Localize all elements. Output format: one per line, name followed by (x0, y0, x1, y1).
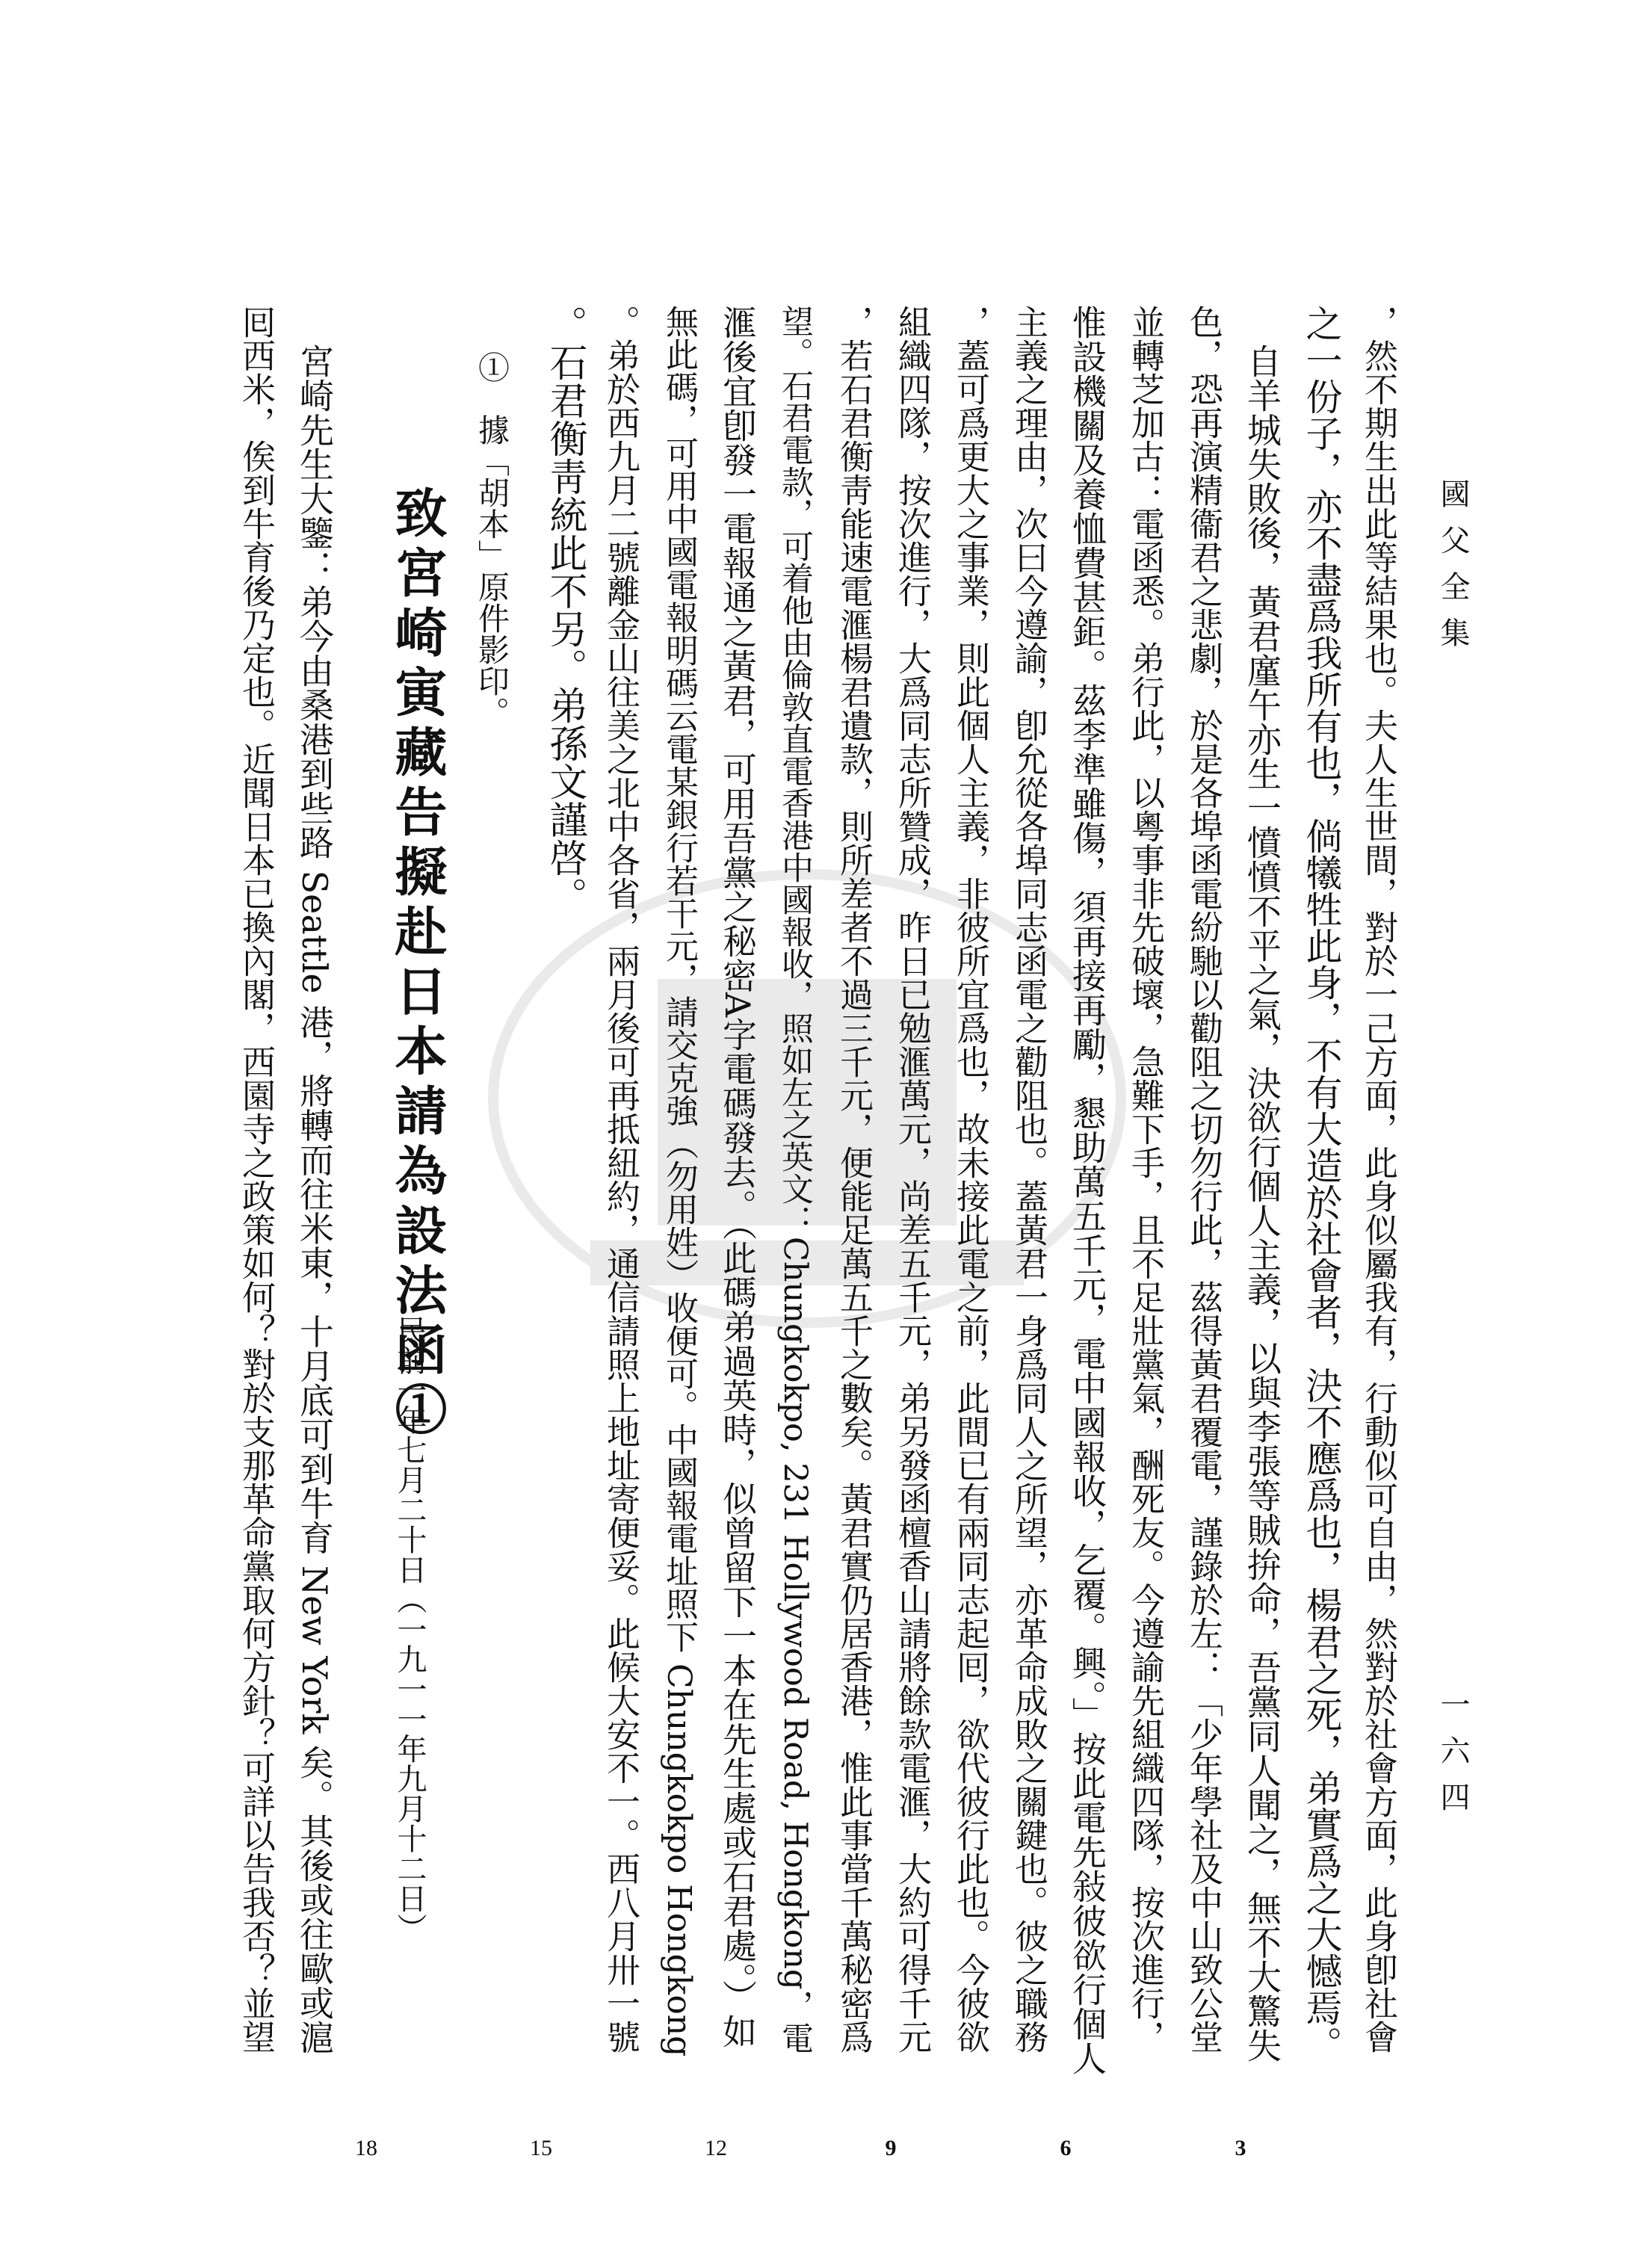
text-column-15: 。石君衡靑統此不另。弟孫文謹啓。 (543, 305, 587, 915)
page-number: 一六四 (1436, 1689, 1470, 1828)
letter-date: 民前一年七月二十日（一九一一年九月十二日） (392, 1315, 427, 1943)
text-column-3: 自羊城失敗後，黃君廑午亦生一憤憤不平之氣，決欲行個人主義，以與李張等賊拚命，吾黨同人聞之，無不大驚失 (1242, 344, 1282, 2062)
line-number-6: 6 (1060, 2136, 1072, 2160)
text-column-4: 色，恐再演精衞君之悲劇，於是各埠函電紛馳以勸阻之切勿行此，茲得黃君覆電，謹錄於左：「少年學社及中山致公堂 (1184, 305, 1223, 2054)
text-column-9: 組織四隊，按次進行，大爲同志所贊成，昨日已勉滙萬元，尚差五千元，弟另發函檀香山請將餘款電滙，大約可得千元 (892, 305, 932, 2054)
text-column-2: 之一份子，亦不盡爲我所有也，倘犧牲此身，不有大造於社會者，決不應爲也，楊君之死，弟實爲之大憾焉。 (1300, 305, 1343, 2062)
text-column-14: 。弟於西九月二號離金山往美之北中各省，兩月後可再抵紐約，通信請照上地址寄便妥。此候大安不一。西八月卅一號 (601, 305, 640, 2054)
line-number-15: 15 (530, 2136, 552, 2160)
text-column-10: ，若石君衡靑能速電滙楊君遺款，則所差者不過三千元，便能足萬五千之數矣。黃君實仍居香港，惟此事當千萬秘密爲 (834, 305, 874, 2054)
text-column-11: 望。石君電款，可着他由倫敦直電香港中國報收，照如左之英文：Chungkokpo, 231 Hollywood Road, Hongkong，電 (776, 305, 814, 2054)
letter-text-column: 囘西米，俟到牛育後乃定也。近聞日本已換內閣，西園寺之政策如何？對於支那革命黨取何方針？可詳以告我否？並望 (236, 305, 276, 2054)
line-number-9: 9 (885, 2136, 897, 2160)
text-column-7: 主義之理由，次曰今遵諭，卽允從各埠同志函電之勸阻也。蓋黃君一身爲同人之所望，亦革命成敗之關鍵也。彼之職務 (1009, 305, 1048, 2054)
line-number-12: 12 (705, 2136, 727, 2160)
text-column-12: 滙後宜卽發一電報通之黃君，可用吾黨之秘密A字電碼發去。（此碼弟過英時，似曾留下一本在先生處或石君處。）如 (717, 305, 758, 2049)
text-column-8: ，蓋可爲更大之事業，則此個人主義，非彼所宜爲也，故未接此電之前，此間已有兩同志起囘，欲代彼行此也。今彼欲 (951, 305, 990, 2054)
letter-salutation: 宮崎先生大鑒：弟今由桑港到些路 Seattle 港，將轉而往米東，十月底可到牛育 New York 矣。其後或往歐或滬 (294, 344, 335, 2054)
footnote: ① 據「胡本」原件影印。 (474, 351, 510, 728)
letter-title: 致宮崎寅藏告擬赴日本請為設法函① (386, 486, 448, 1442)
line-number-3: 3 (1235, 2136, 1246, 2160)
line-number-18: 18 (355, 2136, 377, 2160)
text-column-6: 惟設機關及養恤費甚鉅。茲李準雖傷，須再接再勵，懇助萬五千元，電中國報收，乞覆。興。」按此電先敍彼欲行個人 (1067, 305, 1107, 2075)
text-column-1: ，然不期生出此等結果也。夫人生世間，對於一己方面，此身似屬我有，行動似可自由，然對於社會方面，此身卽社會 (1359, 305, 1398, 2054)
text-column-13: 無此碼，可用中國電報明碼云電某銀行若干元，請交克強（勿用姓）收便可。中國報電址照下 Chungkokpo Hongkong (660, 305, 698, 2057)
book-title: 國父全集 (1436, 478, 1470, 664)
text-column-5: 並轉芝加古：電函悉。弟行此，以粵事非先破壞，急難下手，且不足壯黨氣，酬死友。今遵諭先組織四隊，按次進行， (1125, 305, 1165, 2054)
